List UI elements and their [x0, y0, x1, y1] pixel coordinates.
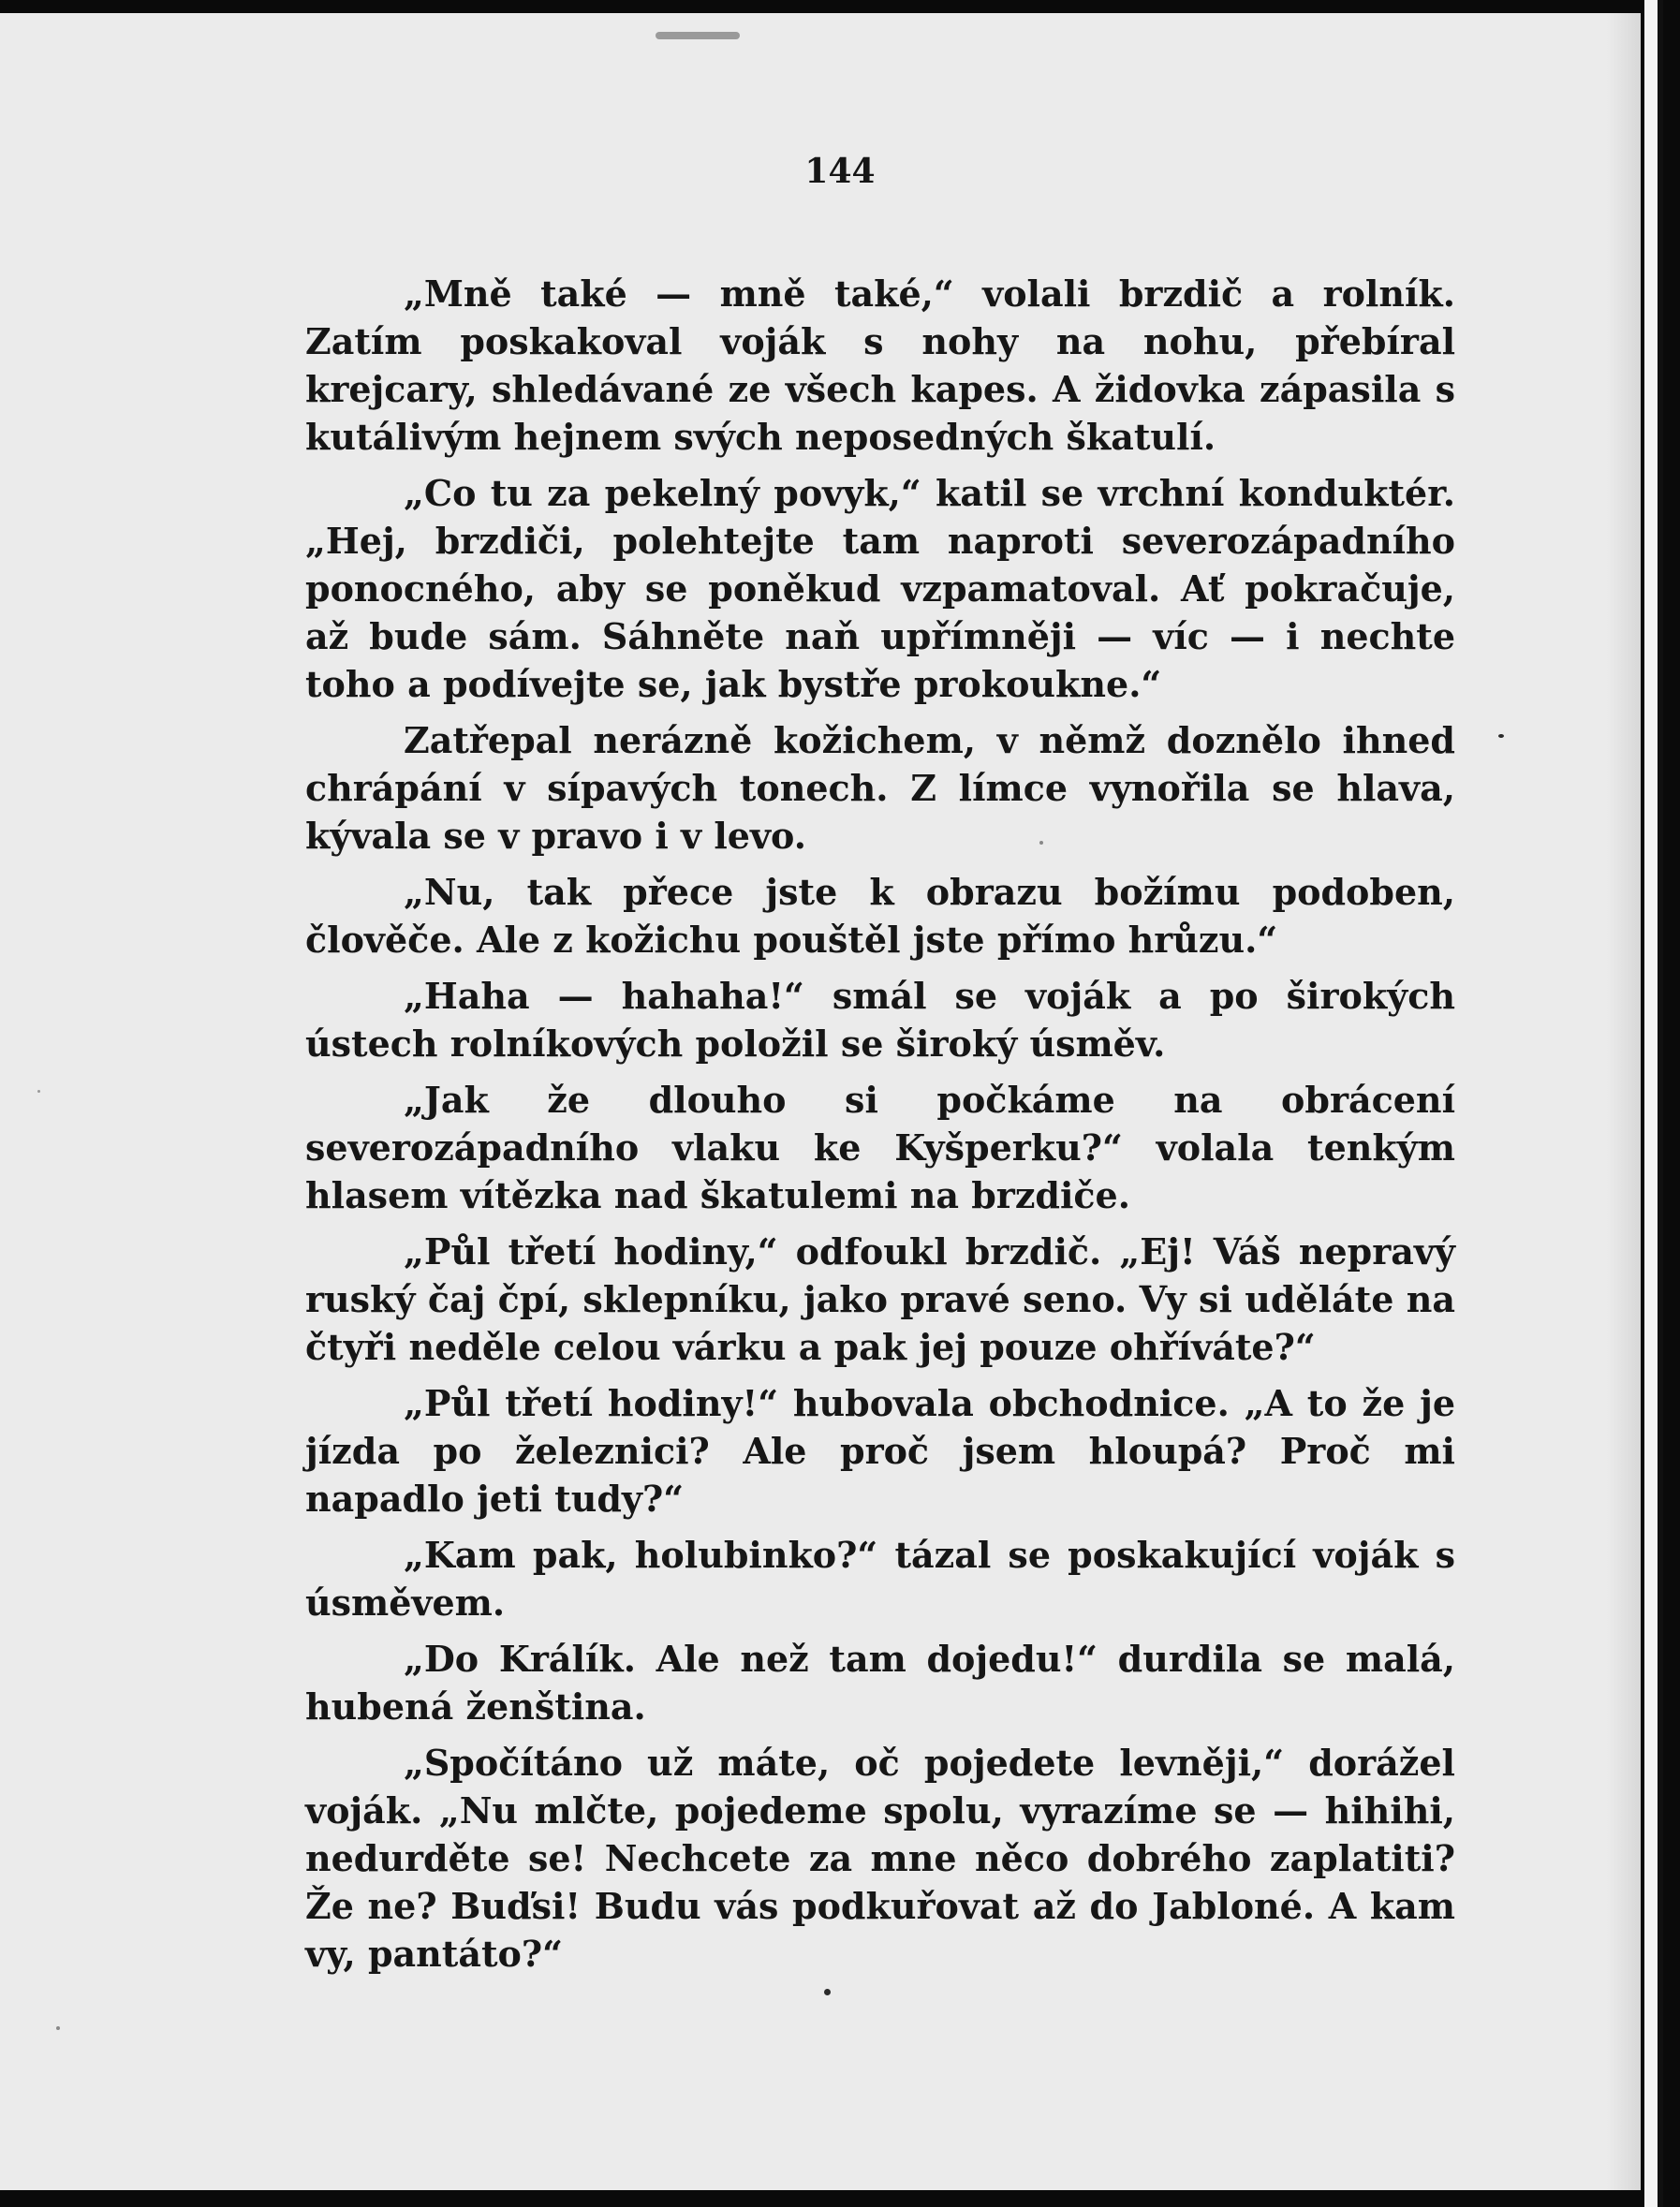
paper-speck [37, 1090, 40, 1093]
paper-speck [56, 2026, 60, 2030]
spine-line [1658, 0, 1663, 2207]
page-edge [1644, 0, 1658, 2207]
paragraph: „Spočítáno už máte, oč pojedete levněji,“ dorážel voják. „Nu mlčte, pojedeme spolu, vyrazíme se — hihihi, nedurděte se! Nechcete za mne něco dobrého zaplatiti? Že ne? Buďsi! Budu vás podkuřovat až do Jabloné. A kam vy, pantáto?“ [305, 1742, 1455, 1975]
paragraph: „Půl třetí hodiny,“ odfoukl brzdič. „Ej! Váš nepravý ruský čaj čpí, sklepníku, jako pravé seno. Vy si uděláte na čtyři neděle celou várku a pak jej pouze ohříváte?“ [305, 1230, 1455, 1368]
paragraph: „Jak že dlouho si počkáme na obrácení severozápadního vlaku ke Kyšperku?“ volala tenkým hlasem vítězka nad škatulemi na brzdiče. [305, 1079, 1455, 1216]
paragraph: „Co tu za pekelný povyk,“ katil se vrchní konduktér. „Hej, brzdiči, polehtejte tam naproti severozápadního ponocného, aby se poněkud vzpamatoval. Ať pokračuje, až bude sám. Sáhněte naň upřímněji — víc — i nechte toho a podívejte se, jak bystře prokoukne.“ [305, 472, 1455, 705]
paragraph: Zatřepal nerázně kožichem, v němž doznělo ihned chrápání v sípavých tonech. Z límce vynořila se hlava, kývala se v pravo i v levo. [305, 719, 1455, 857]
paragraph: „Mně také — mně také,“ volali brzdič a rolník. Zatím poskakoval voják s nohy na nohu, přebíral krejcary, shledávané ze všech kapes. A židovka zápasila s kutálivým hejnem svých neposedných škatulí. [305, 272, 1455, 458]
paragraph: „Půl třetí hodiny!“ hubovala obchodnice. „A to že je jízda po železnici? Ale proč jsem hloupá? Proč mi napadlo jeti tudy?“ [305, 1382, 1455, 1520]
paragraph: „Kam pak, holubinko?“ tázal se poskakující voják s úsměvem. [305, 1534, 1455, 1624]
paper-speck [1498, 734, 1504, 738]
paragraph: „Nu, tak přece jste k obrazu božímu podoben, člověče. Ale z kožichu pouštěl jste přímo hrůzu.“ [305, 871, 1455, 961]
paper-speck [824, 1989, 831, 1995]
page-number: 144 [804, 152, 876, 191]
body-text [305, 270, 1455, 1986]
paragraph: „Do Králík. Ale než tam dojedu!“ durdila se malá, hubená ženština. [305, 1638, 1455, 1728]
paper-speck [656, 32, 740, 39]
paragraph: „Haha — hahaha!“ smál se voják a po širokých ústech rolníkových položil se široký úsměv. [305, 975, 1455, 1065]
